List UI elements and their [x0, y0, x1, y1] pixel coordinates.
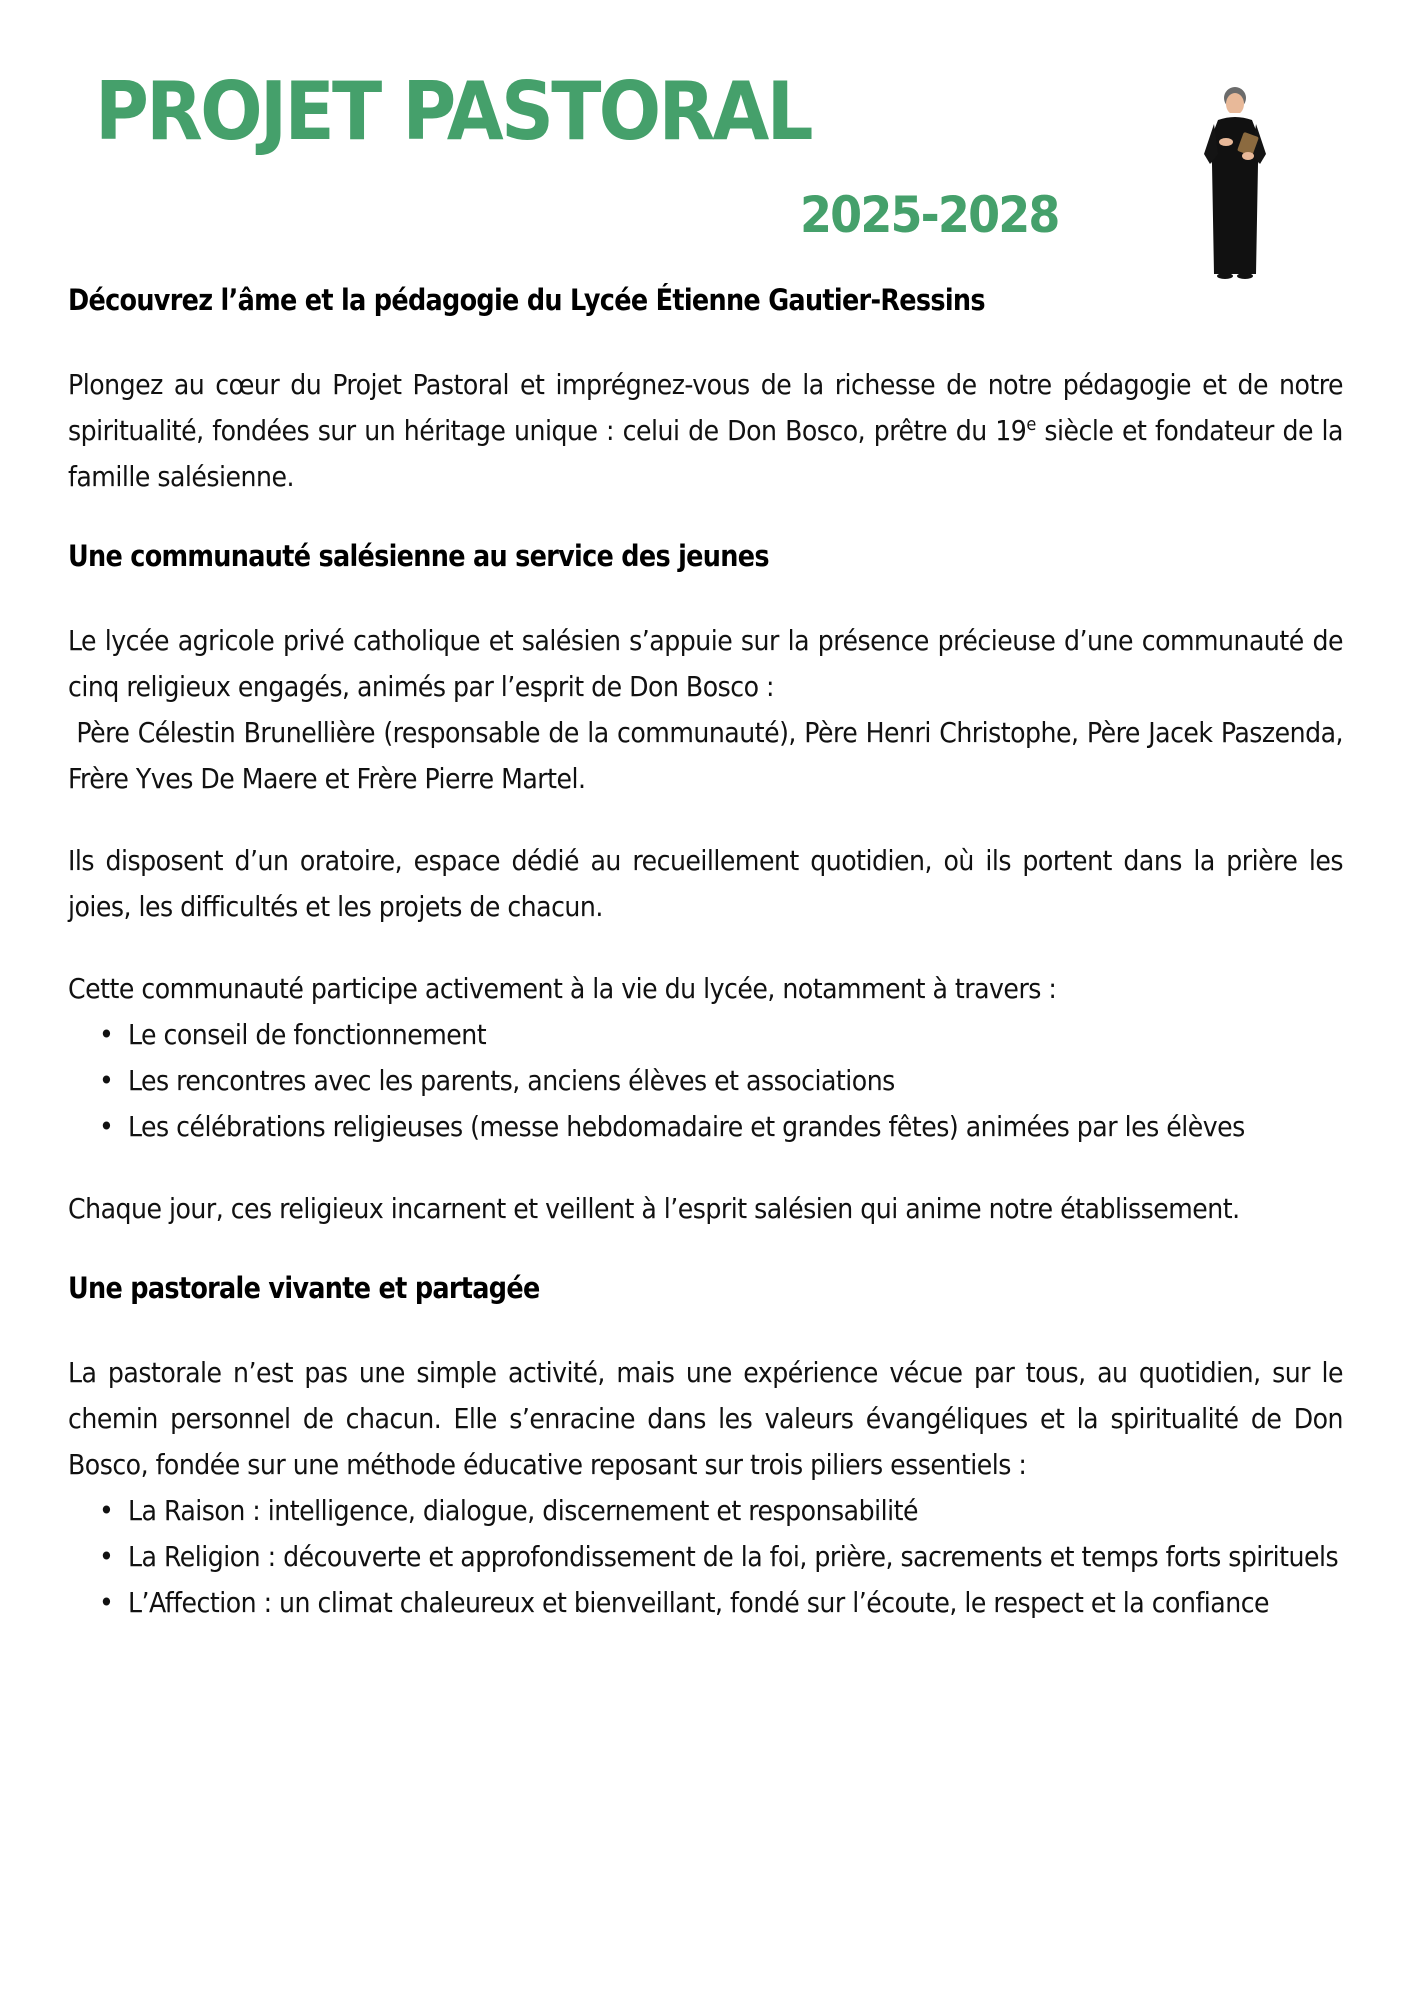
- list-item: [99, 1488, 1343, 1534]
- bullet-icon: •: [99, 1540, 114, 1573]
- community-paragraph-1: Le lycée agricole privé catholique et salésien s’appuie sur la présence précieuse d’une communauté de cinq religieux engagés, animés par l’esprit de Don Bosco :: [68, 624, 1343, 703]
- pillars-list: [68, 1488, 1343, 1626]
- section-heading-community: Une communauté salésienne au service des jeunes: [68, 539, 769, 573]
- section-pastorale: [68, 1268, 1343, 1626]
- bullet-icon: •: [99, 1110, 114, 1143]
- list-item-text: Les célébrations religieuses (messe hebdomadaire et grandes fêtes) animées par les élèves: [128, 1110, 1245, 1143]
- don-bosco-figure-icon: [1190, 84, 1280, 284]
- community-activities-list: [68, 1012, 1343, 1150]
- list-item-text: La Raison : intelligence, dialogue, discernement et responsabilité: [128, 1494, 918, 1527]
- pastorale-paragraph: La pastorale n’est pas une simple activité, mais une expérience vécue par tous, au quotidien, sur le chemin personnel de chacun. Elle s’enracine dans les valeurs évangéliques et la spiritualité de Don Bosco, fondée sur une méthode éducative reposant sur trois piliers essentiels :: [68, 1356, 1343, 1481]
- intro-text-part2: siècle et fondateur de la famille salésienne.: [68, 414, 1343, 493]
- bullet-icon: •: [99, 1586, 114, 1619]
- page-title: PROJET PASTORAL: [95, 65, 811, 158]
- section-heading-pastorale: Une pastorale vivante et partagée: [68, 1271, 540, 1305]
- century-superscript: e: [1026, 414, 1036, 435]
- list-item-text: L’Affection : un climat chaleureux et bienveillant, fondé sur l’écoute, le respect et la confiance: [128, 1586, 1270, 1619]
- list-item-text: Les rencontres avec les parents, anciens élèves et associations: [128, 1064, 895, 1097]
- intro-paragraph: [68, 362, 1343, 500]
- community-names: Père Célestin Brunellière (responsable de la communauté), Père Henri Christophe, Père Jacek Paszenda, Frère Yves De Maere et Frère Pierre Martel.: [68, 716, 1351, 795]
- list-item: [99, 1104, 1343, 1150]
- community-paragraph-2: Ils disposent d’un oratoire, espace dédié au recueillement quotidien, où ils portent dans la prière les joies, les difficultés et les projets de chacun.: [68, 844, 1343, 923]
- section-intro: [68, 280, 1343, 500]
- intro-text-part1: Plongez au cœur du Projet Pastoral et imprégnez-vous de la richesse de notre pédagogie et de notre spiritualité, fondées sur un héritage unique : celui de Don Bosco, prêtre du 19: [68, 368, 1343, 447]
- bullet-icon: •: [99, 1494, 114, 1527]
- list-item: [99, 1580, 1343, 1626]
- list-item-text: La Religion : découverte et approfondissement de la foi, prière, sacrements et temps forts spirituels: [128, 1540, 1339, 1573]
- bullet-icon: •: [99, 1018, 114, 1051]
- section-heading-intro: Découvrez l’âme et la pédagogie du Lycée Étienne Gautier-Ressins: [68, 283, 985, 317]
- list-item: [99, 1534, 1343, 1580]
- project-years: 2025-2028: [800, 186, 1059, 244]
- list-item-text: Le conseil de fonctionnement: [128, 1018, 487, 1051]
- list-item: [99, 1012, 1343, 1058]
- document-body: [68, 280, 1351, 1626]
- community-paragraph-4: Chaque jour, ces religieux incarnent et veillent à l’esprit salésien qui anime notre établissement.: [68, 1192, 1240, 1225]
- section-community: [68, 536, 1351, 1232]
- bullet-icon: •: [99, 1064, 114, 1097]
- community-paragraph-3: Cette communauté participe activement à la vie du lycée, notamment à travers :: [68, 972, 1057, 1005]
- list-item: [99, 1058, 1343, 1104]
